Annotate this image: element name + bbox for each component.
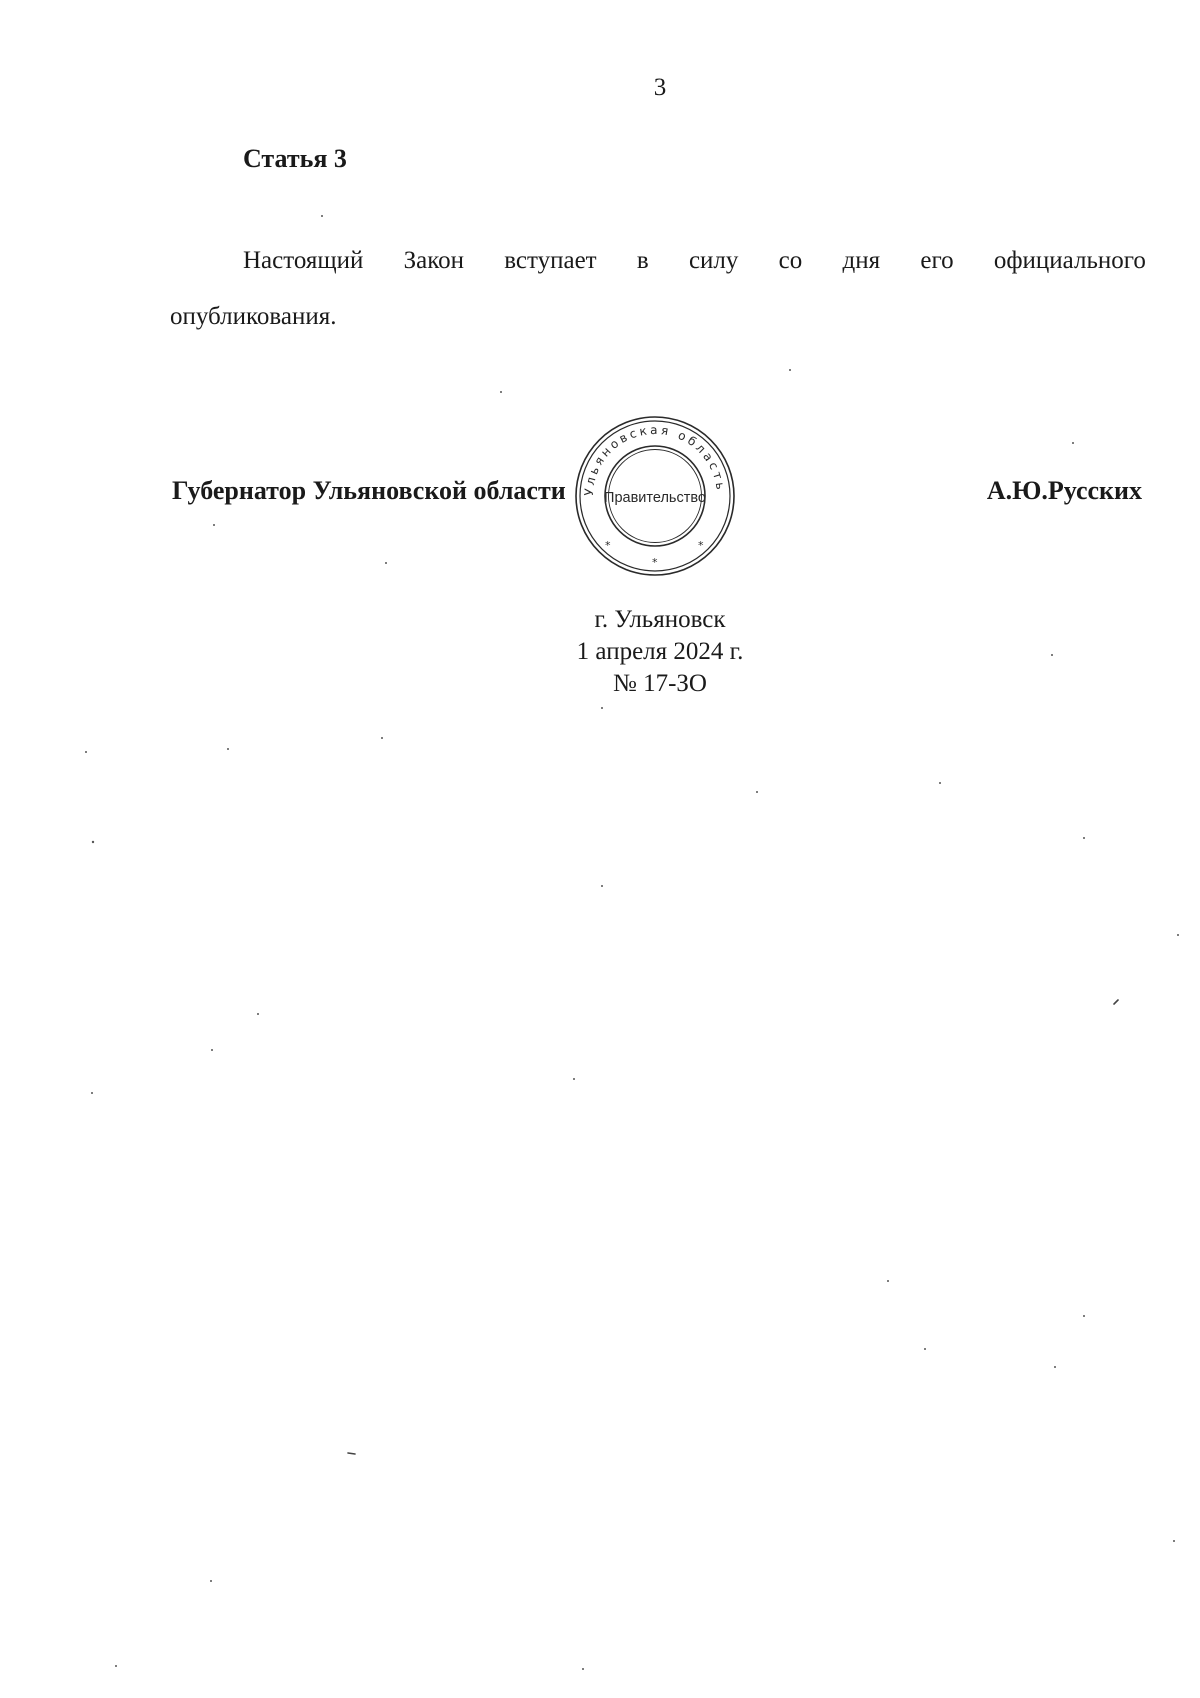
paragraph-word: официального (993, 247, 1146, 274)
svg-text:*: * (652, 556, 658, 569)
article-heading: Статья 3 (243, 144, 347, 173)
paragraph-word: Настоящий (243, 247, 364, 274)
paragraph-word: силу (688, 247, 739, 274)
city: г. Ульяновск (594, 606, 726, 633)
svg-text:*: * (698, 539, 704, 552)
paragraph-continuation: опубликования. (170, 303, 337, 330)
paragraph-word: Закон (403, 247, 465, 274)
svg-text:*: * (605, 539, 611, 552)
paragraph-first-line (170, 233, 1146, 289)
svg-text:Правительство: Правительство (604, 490, 706, 506)
page-number: 3 (653, 74, 667, 101)
place-date-block (0, 604, 1200, 700)
paragraph-word: в (636, 247, 649, 274)
signatory-position: Губернатор Ульяновской области (172, 476, 566, 505)
law-number: № 17-ЗО (612, 670, 707, 697)
paragraph-word: дня (842, 247, 881, 274)
law-paragraph (170, 233, 1146, 345)
signing-date: 1 апреля 2024 г. (576, 638, 744, 665)
seal-icon (572, 413, 738, 579)
paragraph-word: со (778, 247, 803, 274)
official-seal-stamp (572, 413, 738, 579)
paragraph-word: вступает (504, 247, 597, 274)
svg-text:Ульяновская область: Ульяновская область (581, 422, 729, 497)
paragraph-word: его (920, 247, 954, 274)
signatory-name: А.Ю.Русских (986, 476, 1142, 505)
